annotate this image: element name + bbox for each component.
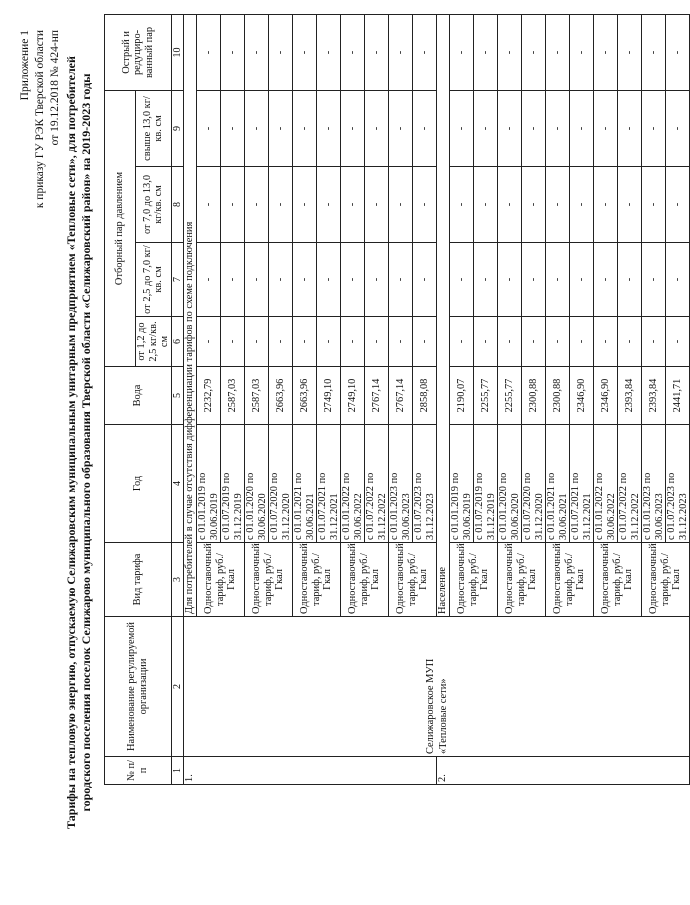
header-sharp-steam: Острый и редуциро- ванный пар [105,14,172,90]
water-tariff: 2663,96 [293,367,317,425]
header-steam-2: от 2,5 до 7,0 кг/кв. см [136,243,172,317]
empty-value: - [365,243,389,317]
header-water: Вода [105,367,172,425]
section-row [184,14,197,784]
empty-value: - [197,243,221,317]
water-tariff: 2587,03 [245,367,269,425]
empty-value: - [546,90,570,166]
column-number: 9 [171,90,184,166]
empty-value: - [618,90,642,166]
empty-value: - [570,243,594,317]
appendix-note [18,30,63,208]
header-num: № п/п [105,757,172,785]
empty-value: - [197,167,221,243]
empty-value: - [341,317,365,367]
empty-value: - [570,167,594,243]
empty-value: - [618,317,642,367]
empty-value: - [245,14,269,90]
column-number: 4 [171,425,184,543]
tariff-type: Одноставочный тариф, руб./Гкал [594,543,642,617]
water-tariff: 2393,84 [642,367,666,425]
tariff-table [104,14,690,785]
empty-value: - [522,90,546,166]
period: с 01.07.2023 по 31.12.2023 [666,425,690,543]
empty-value: - [317,243,341,317]
water-tariff: 2300,88 [522,367,546,425]
period: с 01.07.2019 по 31.12.2019 [221,425,245,543]
water-tariff: 2767,14 [389,367,413,425]
empty-value: - [642,90,666,166]
tariff-type: Одноставочный тариф, руб./Гкал [293,543,341,617]
empty-value: - [522,317,546,367]
period: с 01.07.2021 по 31.12.2021 [570,425,594,543]
period: с 01.01.2023 по 30.06.2023 [642,425,666,543]
empty-value: - [413,243,437,317]
empty-value: - [498,167,522,243]
empty-value: - [317,14,341,90]
empty-value: - [389,14,413,90]
column-number: 8 [171,167,184,243]
empty-value: - [546,243,570,317]
tariff-type: Одноставочный тариф, руб./Гкал [197,543,245,617]
empty-value: - [413,167,437,243]
column-number: 5 [171,367,184,425]
column-number-row [171,14,184,784]
empty-value: - [666,90,690,166]
empty-value: - [546,14,570,90]
water-tariff: 2346,90 [594,367,618,425]
empty-value: - [197,90,221,166]
empty-value: - [474,90,498,166]
tariff-type: Одноставочный тариф, руб./Гкал [245,543,293,617]
tariff-type: Одноставочный тариф, руб./Гкал [341,543,389,617]
title-line: городского поселения поселок Селижарово муниципального образования Тверской области «Селижаровский район» на 2019-2023 годы [78,73,93,812]
period: с 01.01.2019 по 30.06.2019 [197,425,221,543]
empty-value: - [474,317,498,367]
period: с 01.01.2021 по 30.06.2021 [546,425,570,543]
water-tariff: 2441,71 [666,367,690,425]
water-tariff: 2300,88 [546,367,570,425]
period: с 01.07.2019 по 31.12.2019 [474,425,498,543]
empty-value: - [389,317,413,367]
empty-value: - [389,167,413,243]
empty-value: - [570,14,594,90]
empty-value: - [594,90,618,166]
empty-value: - [389,243,413,317]
header-org: Наименование регулируемой организации [105,617,172,757]
water-tariff: 2749,10 [317,367,341,425]
empty-value: - [293,90,317,166]
empty-value: - [618,243,642,317]
empty-value: - [413,317,437,367]
organization-name: Селижаровское МУП «Тепловые сети» [184,617,690,757]
period: с 01.07.2021 по 31.12.2021 [317,425,341,543]
period: с 01.07.2020 по 31.12.2020 [269,425,293,543]
empty-value: - [666,167,690,243]
water-tariff: 2232,79 [197,367,221,425]
empty-value: - [365,317,389,367]
empty-value: - [594,14,618,90]
empty-value: - [474,14,498,90]
water-tariff: 2346,90 [570,367,594,425]
empty-value: - [221,14,245,90]
header-steam-group: Отборный пар давлением [105,90,136,366]
empty-value: - [269,317,293,367]
empty-value: - [317,90,341,166]
tariff-type: Одноставочный тариф, руб./Гкал [642,543,690,617]
empty-value: - [450,14,474,90]
column-number: 6 [171,317,184,367]
header-tariff-type: Вид тарифа [105,543,172,617]
empty-value: - [474,167,498,243]
water-tariff: 2858,08 [413,367,437,425]
empty-value: - [546,167,570,243]
empty-value: - [317,167,341,243]
empty-value: - [221,317,245,367]
empty-value: - [365,90,389,166]
empty-value: - [642,14,666,90]
header-steam-4: свыше 13,0 кг/кв. см [136,90,172,166]
document-title [64,40,93,845]
empty-value: - [666,14,690,90]
empty-value: - [498,243,522,317]
empty-value: - [269,90,293,166]
header-year: Год [105,425,172,543]
empty-value: - [498,317,522,367]
water-tariff: 2255,77 [498,367,522,425]
empty-value: - [450,167,474,243]
water-tariff: 2190,07 [450,367,474,425]
period: с 01.01.2019 по 30.06.2019 [450,425,474,543]
period: с 01.07.2022 по 31.12.2022 [365,425,389,543]
water-tariff: 2767,14 [365,367,389,425]
column-number: 1 [171,757,184,785]
appendix-line: к приказу ГУ РЭК Тверской области [34,30,46,209]
period: с 01.01.2023 по 30.06.2023 [389,425,413,543]
water-tariff: 2587,03 [221,367,245,425]
section-title: Для потребителей в случае отсутствия дифференциации тарифов по схеме подключения [184,14,197,616]
empty-value: - [293,243,317,317]
empty-value: - [594,243,618,317]
empty-value: - [269,243,293,317]
table-body [184,14,690,784]
empty-value: - [413,90,437,166]
tariff-type: Одноставочный тариф, руб./Гкал [546,543,594,617]
empty-value: - [245,90,269,166]
empty-value: - [293,167,317,243]
empty-value: - [389,90,413,166]
water-tariff: 2393,84 [618,367,642,425]
empty-value: - [269,14,293,90]
empty-value: - [594,167,618,243]
empty-value: - [221,167,245,243]
column-number: 2 [171,617,184,757]
empty-value: - [365,14,389,90]
empty-value: - [317,317,341,367]
empty-value: - [197,14,221,90]
period: с 01.01.2020 по 30.06.2020 [245,425,269,543]
empty-value: - [666,243,690,317]
water-tariff: 2749,10 [341,367,365,425]
empty-value: - [498,90,522,166]
period: с 01.07.2023 по 31.12.2023 [413,425,437,543]
empty-value: - [293,14,317,90]
period: с 01.01.2022 по 30.06.2022 [341,425,365,543]
empty-value: - [498,14,522,90]
column-number: 3 [171,543,184,617]
empty-value: - [474,243,498,317]
period: с 01.07.2020 по 31.12.2020 [522,425,546,543]
empty-value: - [522,167,546,243]
empty-value: - [450,243,474,317]
empty-value: - [642,167,666,243]
empty-value: - [245,167,269,243]
empty-value: - [269,167,293,243]
empty-value: - [618,14,642,90]
tariff-type: Одноставочный тариф, руб./Гкал [498,543,546,617]
empty-value: - [341,90,365,166]
empty-value: - [642,243,666,317]
period: с 01.01.2022 по 30.06.2022 [594,425,618,543]
empty-value: - [365,167,389,243]
empty-value: - [570,317,594,367]
water-tariff: 2663,96 [269,367,293,425]
empty-value: - [197,317,221,367]
empty-value: - [594,317,618,367]
empty-value: - [666,317,690,367]
empty-value: - [546,317,570,367]
empty-value: - [413,14,437,90]
empty-value: - [522,14,546,90]
period: с 01.07.2022 по 31.12.2022 [618,425,642,543]
empty-value: - [245,317,269,367]
column-number: 10 [171,14,184,90]
empty-value: - [450,317,474,367]
empty-value: - [293,317,317,367]
title-line: Тарифы на тепловую энергию, отпускаемую Селижаровским муниципальным унитарным предприятием «Тепловые сети», для потребителей [64,56,78,829]
empty-value: - [341,14,365,90]
empty-value: - [522,243,546,317]
period: с 01.01.2021 по 30.06.2021 [293,425,317,543]
empty-value: - [450,90,474,166]
section-title: Население [437,14,450,616]
empty-value: - [341,167,365,243]
header-steam-1: от 1,2 до 2,5 кг/кв. см [136,317,172,367]
empty-value: - [642,317,666,367]
section-number: 1. [184,757,437,785]
appendix-line: Приложение 1 [19,30,31,101]
period: с 01.01.2020 по 30.06.2020 [498,425,522,543]
empty-value: - [570,90,594,166]
empty-value: - [221,90,245,166]
empty-value: - [341,243,365,317]
empty-value: - [221,243,245,317]
empty-value: - [245,243,269,317]
header-row [105,14,136,784]
appendix-line: от 19.12.2018 № 424-нп [49,30,61,146]
tariff-type: Одноставочный тариф, руб./Гкал [450,543,498,617]
water-tariff: 2255,77 [474,367,498,425]
tariff-type: Одноставочный тариф, руб./Гкал [389,543,437,617]
section-number: 2. [437,757,690,785]
header-steam-3: от 7,0 до 13,0 кг/кв. см [136,167,172,243]
column-number: 7 [171,243,184,317]
empty-value: - [618,167,642,243]
